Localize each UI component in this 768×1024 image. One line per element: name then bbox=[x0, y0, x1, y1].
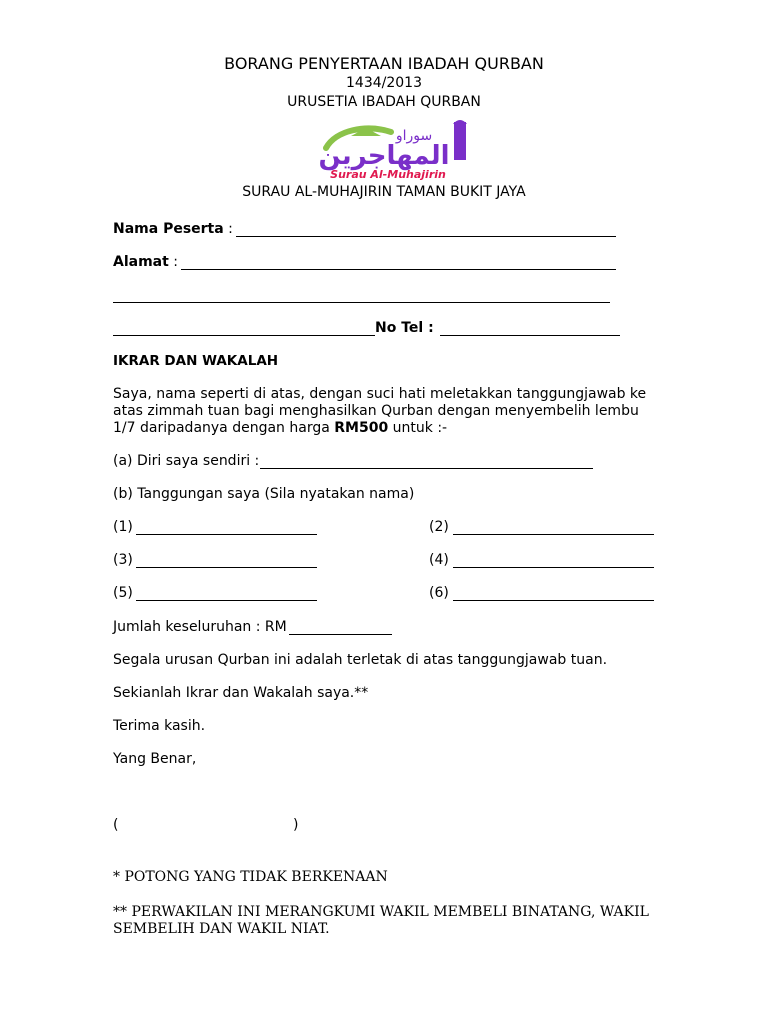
dependent-5-line[interactable] bbox=[136, 600, 317, 601]
address-field-row bbox=[113, 254, 178, 270]
logo-arabic-large: المهاجرين bbox=[318, 141, 450, 171]
dependent-1-label: (1) bbox=[113, 519, 133, 535]
note-representation-line-1: ** PERWAKILAN INI MERANGKUMI WAKIL MEMBELI BINATANG, WAKIL bbox=[113, 904, 649, 920]
thanks-text: Terima kasih. bbox=[113, 718, 206, 734]
dependent-5-label: (5) bbox=[113, 585, 133, 601]
phone-input-line[interactable] bbox=[440, 335, 620, 336]
dependent-1-line[interactable] bbox=[136, 534, 317, 535]
dependent-3-line[interactable] bbox=[136, 567, 317, 568]
total-label: Jumlah keseluruhan : RM bbox=[113, 619, 287, 635]
logo-latin-text: Surau Al-Muhajirin bbox=[330, 168, 446, 181]
logo-arabic-small: سوراو bbox=[395, 128, 433, 144]
price-amount: RM500 bbox=[334, 420, 389, 436]
address-input-line-1[interactable] bbox=[181, 269, 616, 270]
closing-text: Yang Benar, bbox=[113, 751, 197, 767]
address-colon: : bbox=[173, 254, 178, 270]
pledge-para-line-3 bbox=[113, 420, 447, 436]
self-input-line[interactable] bbox=[260, 468, 593, 469]
form-title: BORANG PENYERTAAN IBADAH QURBAN bbox=[224, 54, 544, 73]
dependent-4-line[interactable] bbox=[453, 567, 654, 568]
address-label: Alamat bbox=[113, 254, 169, 270]
form-year: 1434/2013 bbox=[346, 75, 422, 91]
surau-name: SURAU AL-MUHAJIRIN TAMAN BUKIT JAYA bbox=[242, 184, 526, 200]
address-input-line-2[interactable] bbox=[113, 302, 610, 303]
dependent-6-label: (6) bbox=[429, 585, 449, 601]
pledge-heading: IKRAR DAN WAKALAH bbox=[113, 353, 279, 369]
para-line3-pre: 1/7 daripadanya dengan harga bbox=[113, 420, 335, 436]
signature-open-paren: ( bbox=[113, 817, 119, 833]
para-line3-post: untuk :- bbox=[388, 420, 448, 436]
statement-responsibility: Segala urusan Qurban ini adalah terletak di atas tanggungjawab tuan. bbox=[113, 652, 608, 668]
address-input-line-3[interactable] bbox=[113, 335, 375, 336]
note-representation-line-2: SEMBELIH DAN WAKIL NIAT. bbox=[113, 921, 330, 937]
name-field-row bbox=[113, 221, 233, 237]
pledge-para-line-2: atas zimmah tuan bagi menghasilkan Qurban dengan menyembelih lembu bbox=[113, 403, 639, 419]
form-organizer: URUSETIA IBADAH QURBAN bbox=[287, 94, 481, 110]
total-input-line[interactable] bbox=[289, 634, 392, 635]
dependent-4-label: (4) bbox=[429, 552, 449, 568]
self-label: (a) Diri saya sendiri : bbox=[113, 453, 260, 469]
name-colon: : bbox=[228, 221, 233, 237]
dependent-2-line[interactable] bbox=[453, 534, 654, 535]
surau-logo bbox=[296, 118, 476, 182]
name-input-line[interactable] bbox=[236, 236, 616, 237]
dependent-6-line[interactable] bbox=[453, 600, 654, 601]
dependent-3-label: (3) bbox=[113, 552, 133, 568]
statement-pledge: Sekianlah Ikrar dan Wakalah saya.** bbox=[113, 685, 369, 701]
note-strike-out: * POTONG YANG TIDAK BERKENAAN bbox=[113, 869, 388, 885]
name-label: Nama Peserta bbox=[113, 221, 224, 237]
signature-close-paren: ) bbox=[293, 817, 299, 833]
pledge-para-line-1: Saya, nama seperti di atas, dengan suci hati meletakkan tanggungjawab ke bbox=[113, 386, 647, 402]
phone-label: No Tel : bbox=[375, 320, 434, 336]
dependent-2-label: (2) bbox=[429, 519, 449, 535]
dependents-label: (b) Tanggungan saya (Sila nyatakan nama) bbox=[113, 486, 415, 502]
